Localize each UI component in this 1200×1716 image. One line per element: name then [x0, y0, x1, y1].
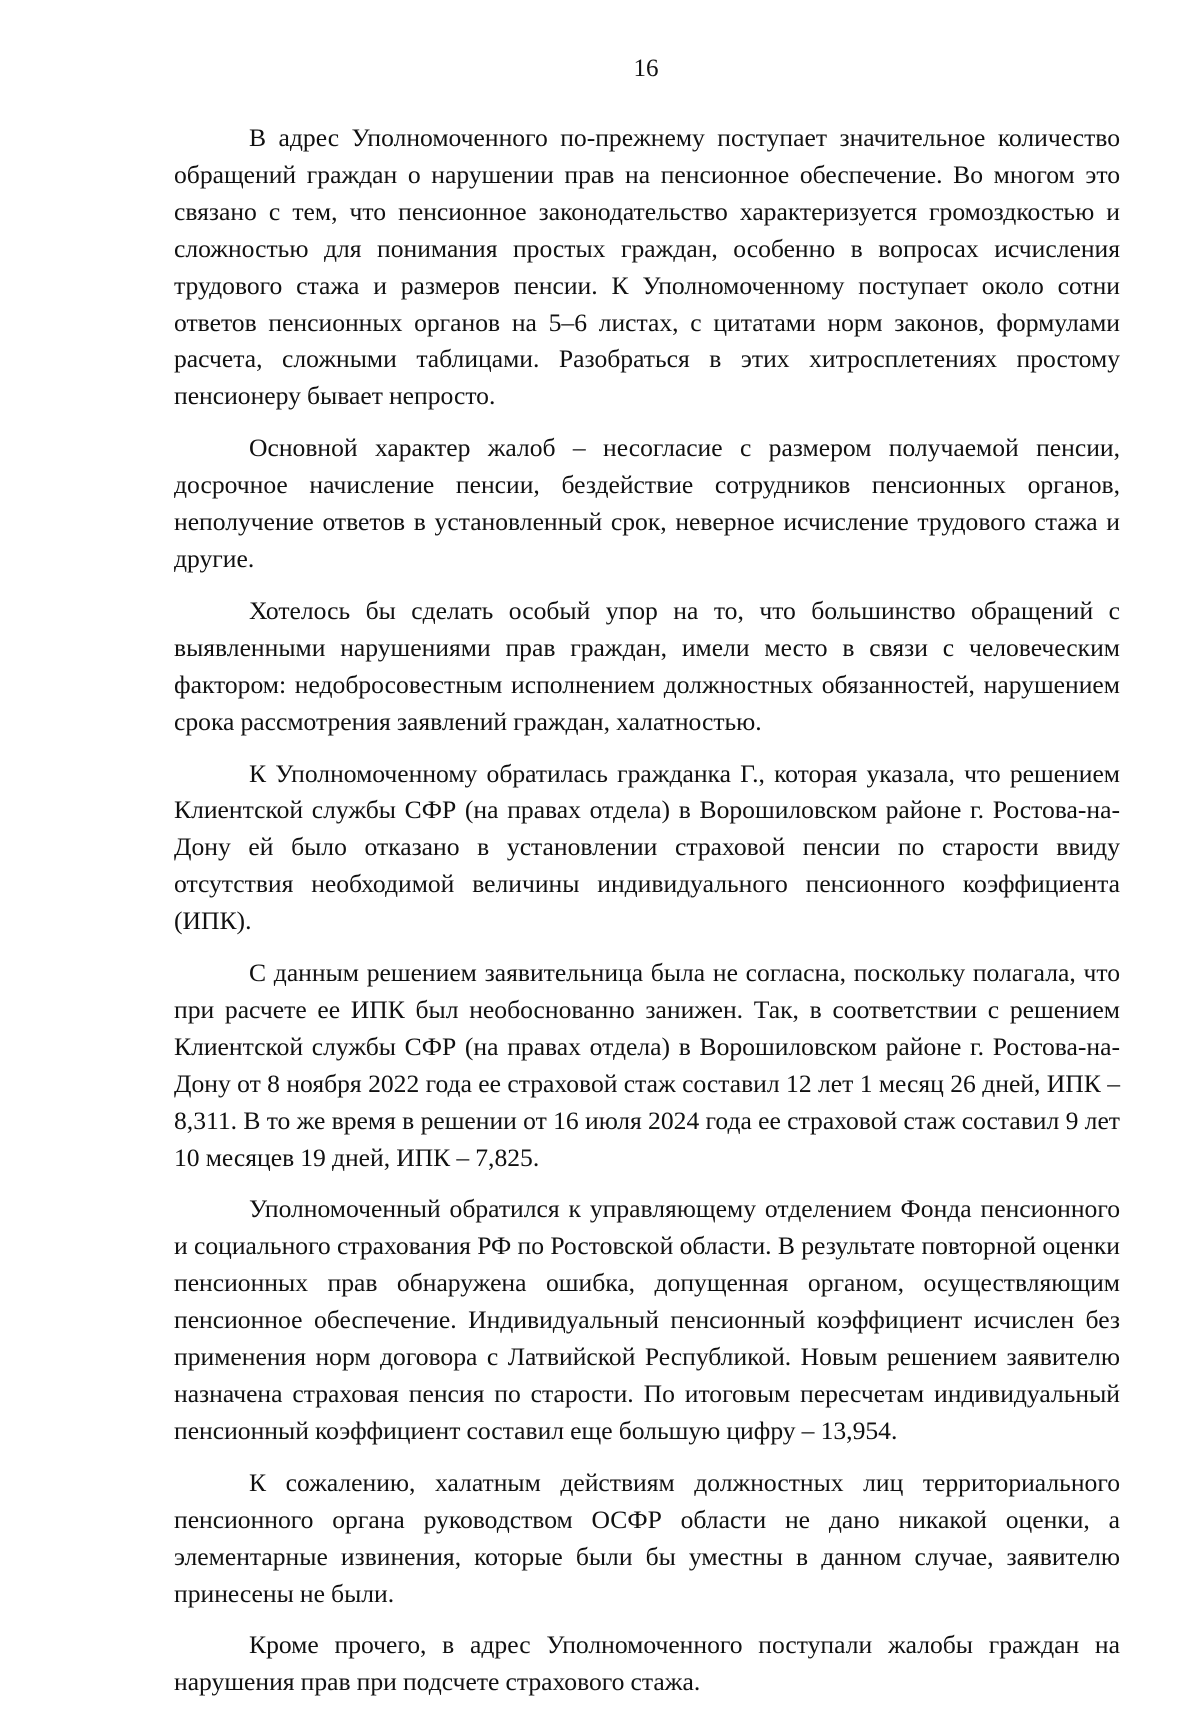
paragraph: К сожалению, халатным действиям должностных лиц территориального пенсионного органа руководством ОСФР области не дано никакой оценки, а элементарные извинения, которые были бы уместны в данном случае, заявителю принесены не были.: [174, 1467, 1120, 1608]
paragraph: В адрес Уполномоченного по-прежнему поступает значительное количество обращений граждан о нарушении прав на пенсионное обеспечение. Во многом это связано с тем, что пенсионное законодательство характеризуется громоздкостью и сложностью для понимания простых граждан, особенно в вопросах исчисления трудового стажа и размеров пенсии. К Уполномоченному поступает около сотни ответов пенсионных органов на 5–6 листах, с цитатами норм законов, формулами расчета, сложными таблицами. Разобраться в этих хитросплетениях простому пенсионеру бывает непросто.: [174, 123, 1120, 411]
paragraph: Хотелось бы сделать особый упор на то, что большинство обращений с выявленными нарушениями прав граждан, имели место в связи с человеческим фактором: недобросовестным исполнением должностных обязанностей, нарушением срока рассмотрения заявлений граждан, халатностью.: [174, 595, 1120, 736]
document-body: [174, 120, 1120, 1716]
paragraph: Кроме прочего, в адрес Уполномоченного поступали жалобы граждан на нарушения прав при подсчете страхового стажа.: [174, 1630, 1120, 1697]
paragraph: К Уполномоченному обратилась гражданка Г., которая указала, что решением Клиентской службы СФР (на правах отдела) в Ворошиловском районе г. Ростова-на-Дону ей было отказано в установлении страховой пенсии по старости ввиду отсутствия необходимой величины индивидуального пенсионного коэффициента (ИПК).: [174, 758, 1120, 936]
page-number: 16: [633, 55, 659, 82]
paragraph: С данным решением заявительница была не согласна, поскольку полагала, что при расчете ее ИПК был необоснованно занижен. Так, в соответствии с решением Клиентской службы СФР (на правах отдела) в Ворошиловском районе г. Ростова-на-Дону от 8 ноября 2022 года ее страховой стаж составил 12 лет 1 месяц 26 дней, ИПК – 8,311. В то же время в решении от 16 июля 2024 года ее страховой стаж составил 9 лет 10 месяцев 19 дней, ИПК – 7,825.: [174, 958, 1120, 1172]
paragraph: Уполномоченный обратился к управляющему отделением Фонда пенсионного и социального страхования РФ по Ростовской области. В результате повторной оценки пенсионных прав обнаружена ошибка, допущенная органом, осуществляющим пенсионное обеспечение. Индивидуальный пенсионный коэффициент исчислен без применения норм договора с Латвийской Республикой. Новым решением заявителю назначена страховая пенсия по старости. По итоговым пересчетам индивидуальный пенсионный коэффициент составил еще большую цифру – 13,954.: [174, 1194, 1120, 1445]
paragraph: Основной характер жалоб – несогласие с размером получаемой пенсии, досрочное начисление пенсии, бездействие сотрудников пенсионных органов, неполучение ответов в установленный срок, неверное исчисление трудового стажа и другие.: [174, 433, 1120, 573]
